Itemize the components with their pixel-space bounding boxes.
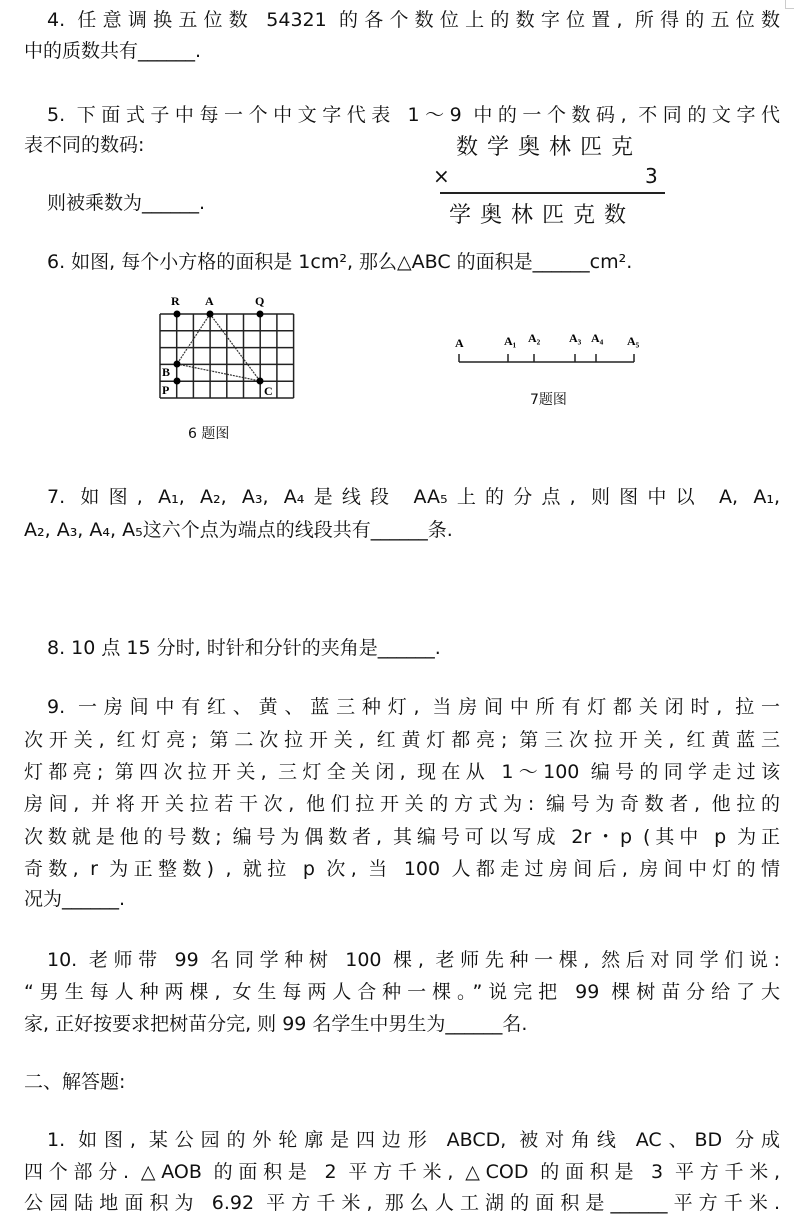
- point-label-p: P: [162, 383, 170, 397]
- page-corner: [785, 0, 794, 9]
- seg-label-a5: A₅: [627, 334, 640, 348]
- figure-6-grid: [150, 290, 310, 410]
- q9-line: 次开关, 红灯亮; 第二次拉开关, 红黄灯都亮; 第三次拉开关, 红黄蓝三: [24, 729, 780, 751]
- q9-line: 次数就是他的号数; 编号为偶数者, 其编号可以写成 2r・p (其中 p 为正: [24, 826, 780, 848]
- seg-label-a2: A₂: [528, 331, 541, 345]
- point-label-a: A: [205, 294, 214, 308]
- q5-line: 表不同的数码:: [24, 134, 145, 156]
- q4-line: 4. 任意调换五位数 54321 的各个数位上的数字位置, 所得的五位数: [47, 9, 780, 31]
- puzzle-multiplier: 3: [645, 164, 667, 188]
- figure-7-caption: 7题图: [530, 392, 567, 408]
- point-label-c: C: [264, 384, 273, 398]
- q10-line: “男生每人种两棵, 女生每两人合种一棵。”说完把 99 棵树苗分给了大: [24, 981, 780, 1003]
- q10-line: 家, 正好按要求把树苗分完, 则 99 名学生中男生为______名.: [24, 1013, 528, 1035]
- figure-6-caption: 6 题图: [188, 426, 230, 442]
- seg-label-a4: A₄: [591, 331, 604, 345]
- q9-line: 况为______.: [24, 888, 126, 910]
- s1-line: 四个部分. △AOB 的面积是 2 平方千米, △COD 的面积是 3 平方千米,: [24, 1161, 780, 1183]
- puzzle-bottom: 学奥林匹克数: [449, 203, 636, 228]
- figure-7-segment: [450, 325, 650, 375]
- q10-line: 10. 老师带 99 名同学种树 100 棵, 老师先种一棵, 然后对同学们说:: [47, 949, 780, 971]
- q9-line: 奇数, r 为正整数) , 就拉 p 次, 当 100 人都走过房间后, 房间中灯的情: [24, 858, 780, 880]
- q5-line: 5. 下面式子中每一个中文字代表 1～9 中的一个数码, 不同的文字代: [47, 104, 780, 126]
- s1-line: 公园陆地面积为 6.92 平方千米, 那么人工湖的面积是______平方千米.: [24, 1192, 780, 1214]
- q8-line: 8. 10 点 15 分时, 时针和分针的夹角是______.: [47, 637, 441, 659]
- q7-line: A₂, A₃, A₄, A₅这六个点为端点的线段共有______条.: [24, 519, 453, 541]
- q5-line: 则被乘数为______.: [47, 192, 206, 214]
- point-label-q: Q: [255, 294, 265, 308]
- seg-label-a: A: [455, 336, 464, 350]
- q9-line: 灯都亮; 第四次拉开关, 三灯全关闭, 现在从 1～100 编号的同学走过该: [24, 761, 780, 783]
- seg-label-a3: A₃: [569, 331, 582, 345]
- q4-line: 中的质数共有______.: [24, 40, 202, 62]
- puzzle-rule: [440, 192, 665, 194]
- section-heading: 二、解答题:: [24, 1071, 126, 1093]
- puzzle-top: 数学奥林匹克: [456, 135, 643, 160]
- q7-line: 7. 如图, A₁, A₂, A₃, A₄是线段 AA₅上的分点, 则图中以 A, A₁,: [47, 486, 780, 508]
- puzzle-times: ×: [433, 164, 459, 188]
- seg-label-a1: A₁: [504, 334, 517, 348]
- point-label-b: B: [162, 365, 171, 379]
- q9-line: 房间, 并将开关拉若干次, 他们拉开关的方式为: 编号为奇数者, 他拉的: [24, 793, 780, 815]
- s1-line: 1. 如图, 某公园的外轮廓是四边形 ABCD, 被对角线 AC、BD 分成: [47, 1129, 780, 1151]
- q6-line: 6. 如图, 每个小方格的面积是 1cm², 那么△ABC 的面积是______cm².: [47, 251, 633, 273]
- q9-line: 9. 一房间中有红、黄、蓝三种灯, 当房间中所有灯都关闭时, 拉一: [47, 696, 780, 718]
- point-label-r: R: [171, 294, 180, 308]
